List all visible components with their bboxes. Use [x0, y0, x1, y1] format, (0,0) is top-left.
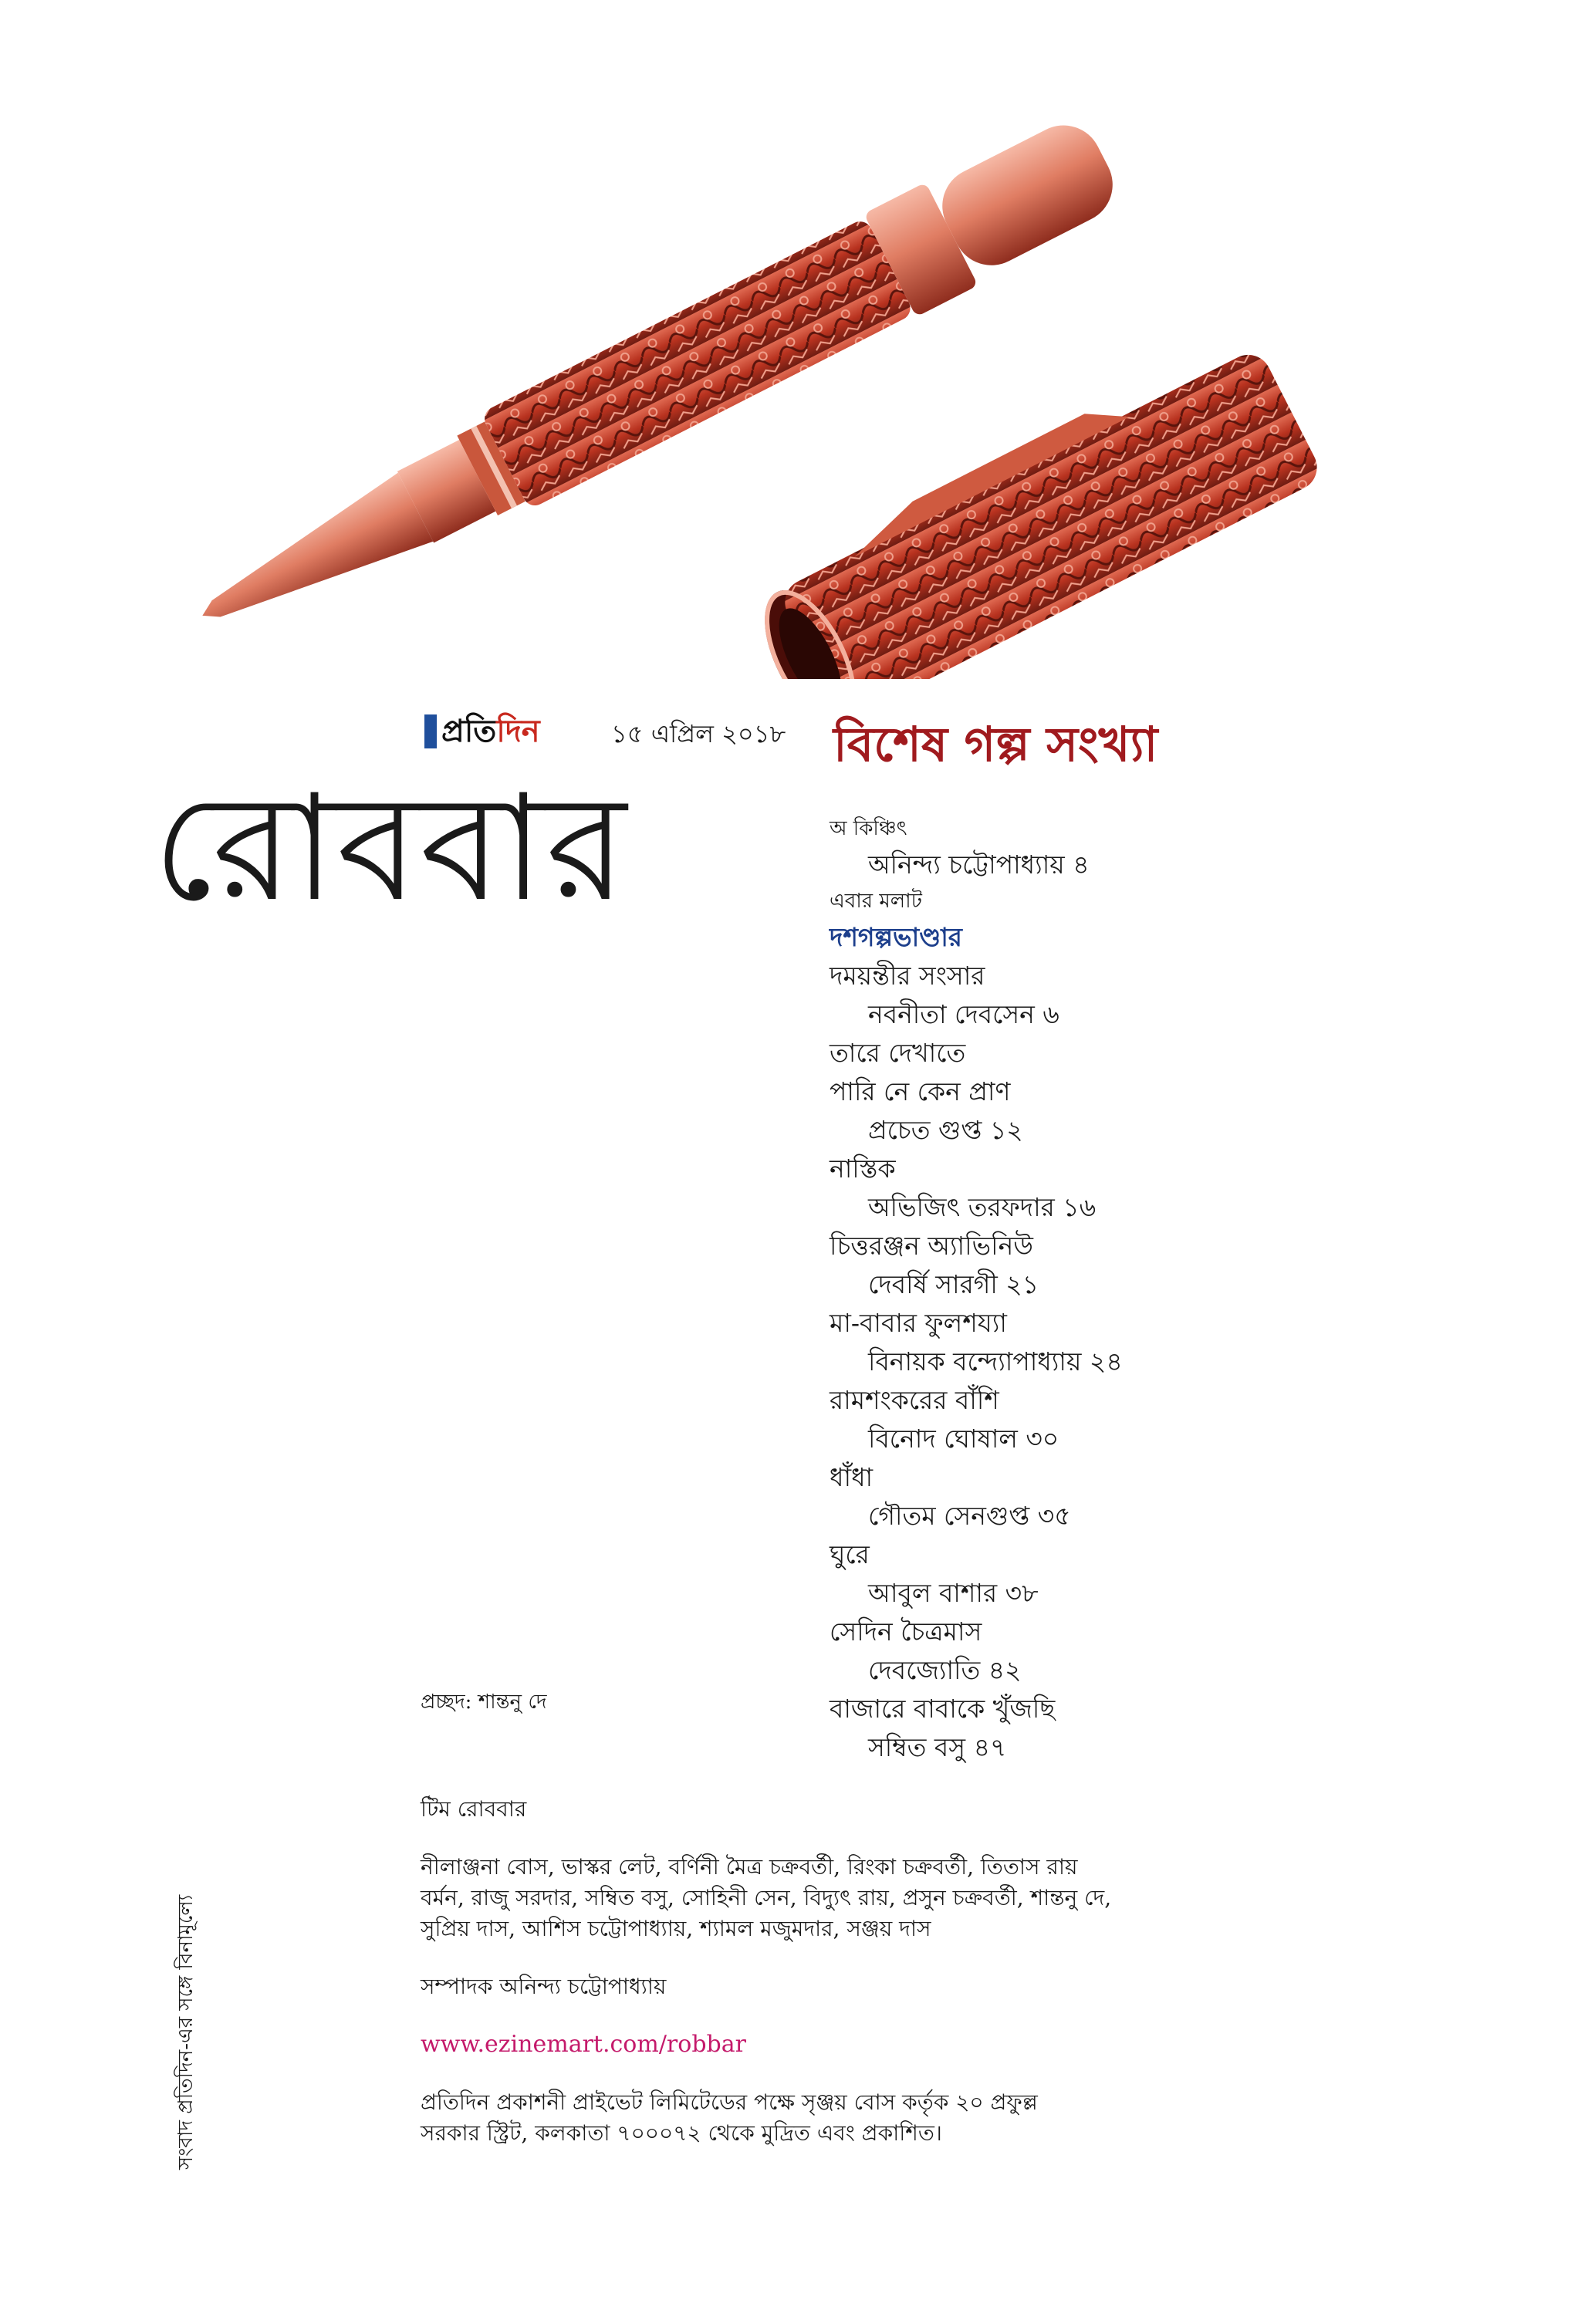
toc-author: গৌতম সেনগুপ্ত ৩৫	[868, 1501, 1071, 1531]
table-of-contents	[830, 812, 1447, 1767]
toc-story-title: সেদিন চৈত্রমাস	[830, 1616, 982, 1647]
magazine-title: রোববার	[153, 763, 628, 934]
toc-author: নবনীতা দেবসেন ৬	[868, 999, 1059, 1029]
team-section	[421, 1794, 1192, 2149]
toc-author: আবুল বাশার ৩৮	[868, 1578, 1039, 1608]
toc-story-title: মা-বাবার ফুলশয্যা	[830, 1308, 1007, 1338]
team-members-line: বর্মন, রাজু সরদার, সম্বিত বসু, সোহিনী সেন, বিদ্যুৎ রায়, প্রসুন চক্রবর্তী, শান্তনু দে,	[421, 1885, 1112, 1910]
toc-story-title: পারি নে কেন প্রাণ	[830, 1076, 1011, 1106]
cover-credit: প্রচ্ছদ: শান্তনু দে	[421, 1691, 547, 1714]
toc-story-title: রামশংকরের বাঁশি	[830, 1385, 999, 1415]
website-link[interactable]: www.ezinemart.com/robbar	[421, 2031, 746, 2058]
side-credit-text: সংবাদ প্রতিদিন-এর সঙ্গে বিনামূল্যে	[174, 1894, 198, 2170]
toc-section-label: এবার মলাট	[830, 890, 922, 913]
logo-text-part1: প্রতি	[441, 714, 497, 749]
imprint-line: সরকার স্ট্রিট, কলকাতা ৭০০০৭২ থেকে মুদ্রিত এবং প্রকাশিত।	[421, 2120, 942, 2146]
toc-author: দেবর্ষি সারগী ২১	[868, 1269, 1039, 1299]
newspaper-logo	[424, 710, 586, 753]
logo-text-part2: দিন	[496, 714, 540, 749]
logo-mark-icon	[424, 714, 437, 748]
team-heading: টিম রোববার	[421, 1796, 527, 1822]
toc-story-title: চিত্তরঞ্জন অ্যাভিনিউ	[830, 1231, 1033, 1261]
team-members-line: নীলাঞ্জনা বোস, ভাস্কর লেট, বর্ণিনী মৈত্র চক্রবর্তী, রিংকা চক্রবর্তী, তিতাস রায়	[421, 1854, 1078, 1880]
toc-story-title: ধাঁধা	[830, 1462, 874, 1492]
toc-story-title: নাস্তিক	[830, 1154, 896, 1184]
pen-illustration	[147, 123, 1428, 679]
toc-story-title: ঘুরে	[830, 1539, 870, 1569]
toc-author: প্রচেত গুপ্ত ১২	[868, 1115, 1023, 1145]
toc-section-label: অ কিঞ্চিৎ	[830, 817, 907, 840]
toc-author: অভিজিৎ তরফদার ১৬	[868, 1192, 1097, 1222]
team-members-line: সুপ্রিয় দাস, আশিস চট্টোপাধ্যায়, শ্যামল মজুমদার, সঞ্জয় দাস	[421, 1916, 931, 1941]
toc-author: সম্বিত বসু ৪৭	[868, 1732, 1007, 1762]
toc-section-heading: দশগল্পভাণ্ডার	[830, 922, 962, 952]
editor-credit: সম্পাদক অনিন্দ্য চট্টোপাধ্যায়	[421, 1974, 667, 1999]
special-issue-title: বিশেষ গল্প সংখ্যা	[833, 716, 1158, 772]
toc-story-title: দময়ন্তীর সংসার	[830, 961, 985, 991]
toc-story-title: তারে দেখাতে	[830, 1038, 966, 1068]
logo-text	[441, 710, 540, 753]
side-credit	[165, 1799, 198, 2170]
toc-author: দেবজ্যোতি ৪২	[868, 1655, 1022, 1685]
imprint-line: প্রতিদিন প্রকাশনী প্রাইভেট লিমিটেডের পক্ষে সৃঞ্জয় বোস কর্তৃক ২০ প্রফুল্ল	[421, 2089, 1038, 2115]
toc-author: বিনায়ক বন্দ্যোপাধ্যায় ২৪	[868, 1346, 1123, 1376]
toc-author: অনিন্দ্য চট্টোপাধ্যায় ৪	[868, 850, 1090, 880]
toc-story-title: বাজারে বাবাকে খুঁজছি	[830, 1694, 1056, 1724]
toc-author: বিনোদ ঘোষাল ৩০	[868, 1424, 1059, 1454]
issue-date: ১৫ এপ্রিল ২০১৮	[611, 719, 786, 748]
